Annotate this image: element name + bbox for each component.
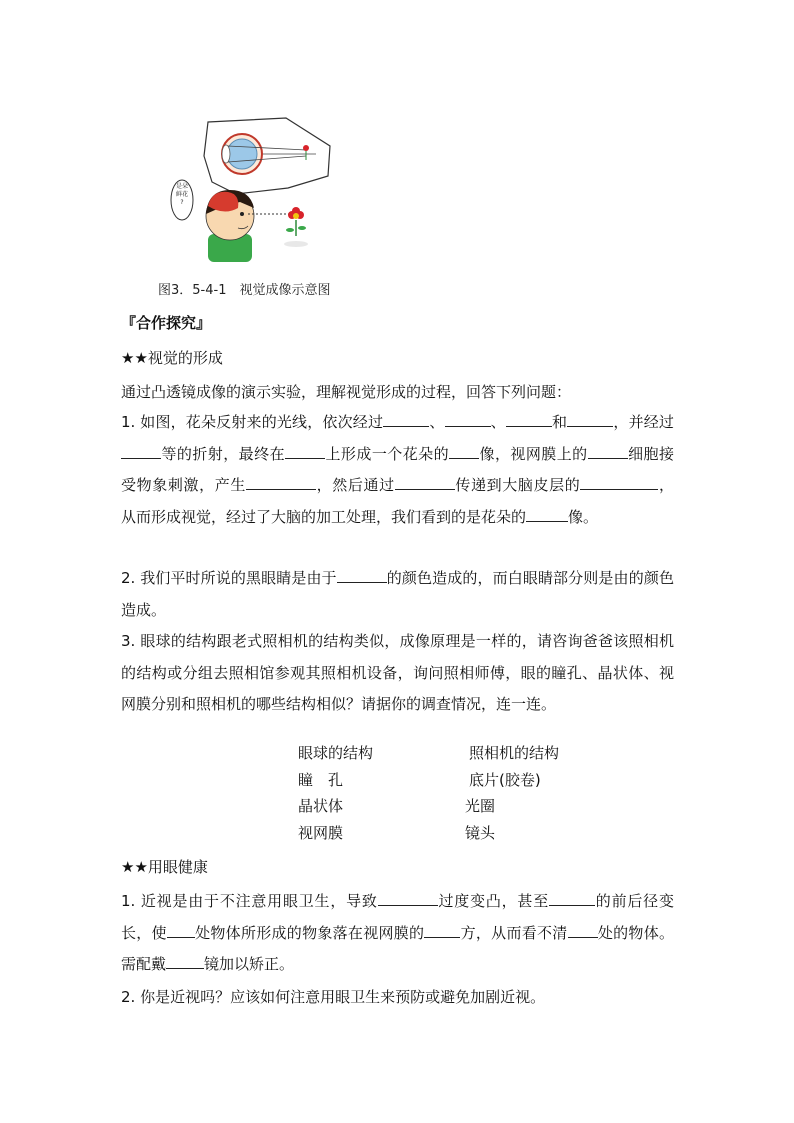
- boy-figure: [206, 190, 254, 262]
- match-left-item[interactable]: 晶状体: [298, 797, 344, 815]
- eye-health-question-1: 1. 近视是由于不注意用眼卫生，导致 过度变凸，甚至 的前后径变长，使 处物体所形成的物象落在视网膜的 方，从而看不清 处的物体。需配戴 镜加以矫正。: [121, 892, 674, 973]
- subsection-title-vision: ★★视觉的形成: [121, 349, 223, 367]
- answer-blank[interactable]: [285, 443, 325, 459]
- answer-blank[interactable]: [567, 411, 613, 427]
- question-2: 2. 我们平时所说的黑眼睛是由于 的颜色造成的，而白眼睛部分则是由的颜色造成。: [121, 569, 674, 619]
- answer-blank[interactable]: [378, 890, 438, 906]
- answer-blank[interactable]: [549, 890, 595, 906]
- answer-blank[interactable]: [445, 411, 491, 427]
- answer-blank[interactable]: [506, 411, 552, 427]
- answer-blank[interactable]: [121, 443, 161, 459]
- answer-blank[interactable]: [424, 922, 460, 938]
- question-3: 3. 眼球的结构跟老式照相机的结构类似，成像原理是一样的，请咨询爸爸该照相机的结构或分组去照相馆参观其照相机设备，询问照相师傅，眼的瞳孔、晶状体、视网膜分别和照相机的哪些结构相似？请据你的调查情况，连一连。: [121, 632, 674, 713]
- match-right-item[interactable]: 镜头: [465, 824, 496, 842]
- section-heading: 『合作探究』: [121, 314, 212, 332]
- answer-blank[interactable]: [449, 443, 479, 459]
- eye-health-question-2: 2. 你是近视吗？应该如何注意用眼卫生来预防或避免加剧近视。: [121, 988, 546, 1006]
- answer-blank[interactable]: [580, 474, 658, 490]
- match-right-header: 照相机的结构: [469, 744, 560, 762]
- match-left-item[interactable]: 视网膜: [298, 824, 344, 842]
- answer-blank[interactable]: [395, 474, 455, 490]
- question-1: 1. 如图，花朵反射来的光线，依次经过 、 、 和 ，并经过等的折射，最终在 上形成一个花朵的 像，视网膜上的 细胞接受物象刺激，产生 ，然后通过 传递到大脑皮层的 ，从而形成视觉，经过了大脑的加工处理，我们看到的是花朵的 像。: [121, 413, 674, 526]
- match-left-item[interactable]: 瞳 孔: [298, 771, 344, 789]
- flower-icon: [284, 207, 308, 247]
- answer-blank[interactable]: [383, 411, 429, 427]
- intro-text: 通过凸透镜成像的演示实验，理解视觉形成的过程，回答下列问题：: [121, 383, 572, 401]
- figure-caption: 图3．5-4-1 视觉成像示意图: [158, 283, 331, 298]
- answer-blank[interactable]: [167, 922, 195, 938]
- subsection-title-eye-health: ★★用眼健康: [121, 858, 208, 876]
- answer-blank[interactable]: [526, 506, 568, 522]
- answer-blank[interactable]: [337, 567, 387, 583]
- match-right-item[interactable]: 底片(胶卷): [469, 771, 541, 789]
- answer-blank[interactable]: [588, 443, 628, 459]
- match-right-item[interactable]: 光圈: [465, 797, 496, 815]
- answer-blank[interactable]: [568, 922, 598, 938]
- answer-blank[interactable]: [166, 953, 204, 969]
- speech-bubble-text: 是朵鲜花?: [175, 183, 189, 206]
- match-left-header: 眼球的结构: [298, 744, 374, 762]
- answer-blank[interactable]: [246, 474, 316, 490]
- vision-illustration: [168, 116, 340, 262]
